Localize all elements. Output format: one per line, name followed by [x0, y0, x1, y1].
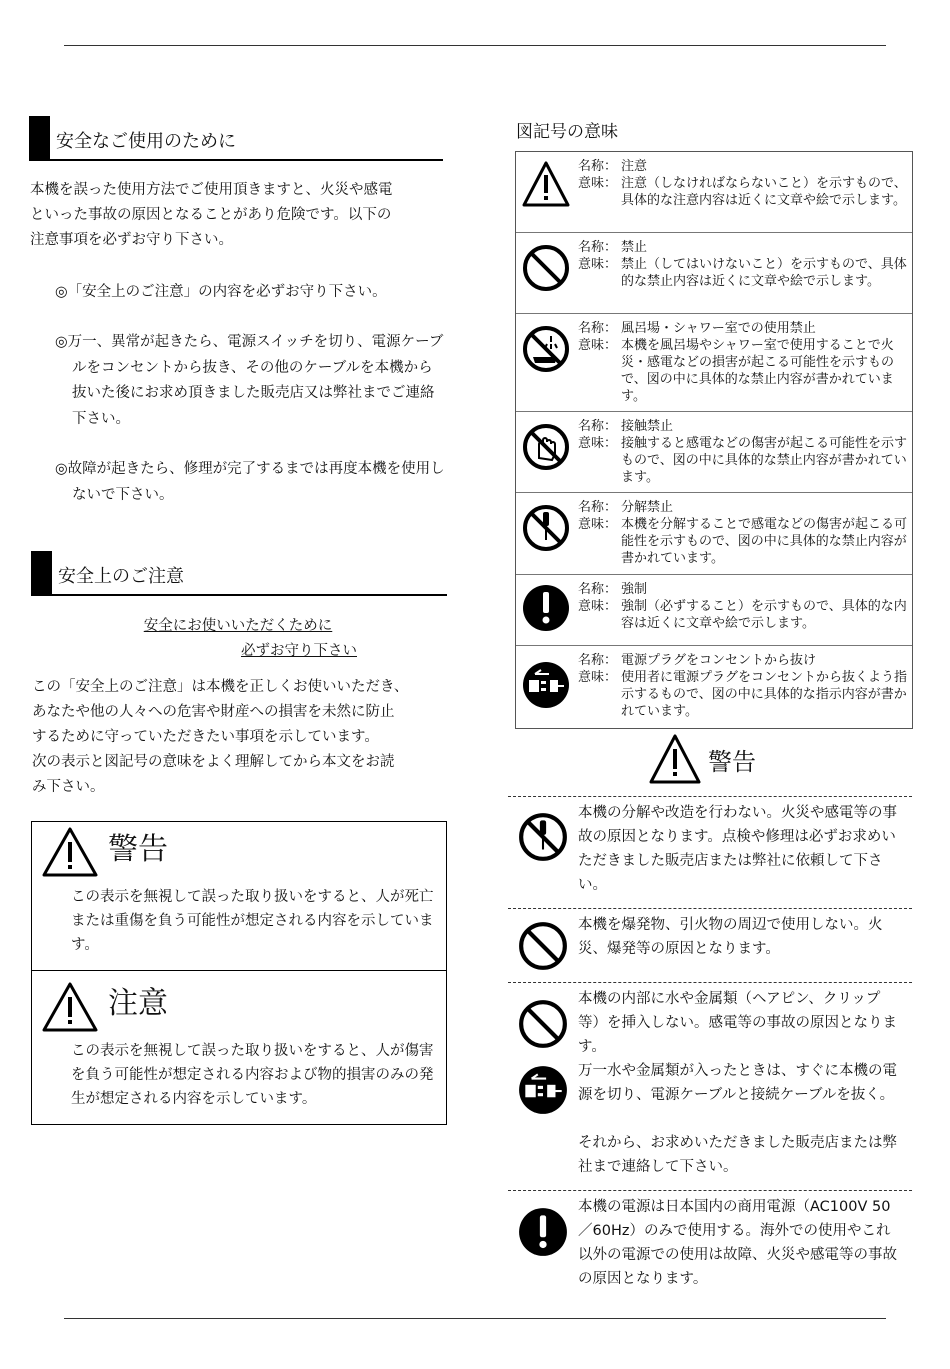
name-label: 名称： [578, 582, 618, 597]
intro-line: 注意事項を必ずお守り下さい。 [30, 232, 233, 248]
bullet-item: ◎万一、異常が起きたら、電源スイッチを切り、電源ケーブルをコンセントから抜き、その他のケーブルを本機から抜いた後にお求め頂きました販売店又は弊社までご連絡下さい。 [55, 334, 444, 427]
precautions-paragraph [32, 675, 452, 800]
safety-note-line1 [30, 614, 446, 639]
warning-triangle-icon [648, 733, 702, 785]
section-title: 安全上のご注意 [58, 566, 184, 587]
dashed-divider [508, 796, 912, 797]
symbol-row-no-bath [516, 314, 912, 412]
symbol-name: 電源プラグをコンセントから抜け [621, 653, 817, 668]
symbol-text [578, 320, 908, 405]
safety-note-line2 [30, 639, 446, 664]
dashed-divider [508, 982, 912, 983]
symbol-row-no-touch [516, 412, 912, 493]
dashed-divider [508, 1190, 912, 1191]
mandatory-icon [521, 583, 571, 633]
symbol-row-caution [516, 152, 912, 233]
unplug-icon [517, 1064, 569, 1116]
intro-line: 本機を誤った使用方法でご使用頂きますと、火災や感電 [30, 182, 393, 198]
mandatory-icon [517, 1206, 569, 1258]
symbol-meaning: 使用者に電源プラグをコンセントから抜くよう指示するもので、図の中に具体的な指示内容が書かれています。 [621, 670, 908, 719]
symbol-text [578, 158, 908, 209]
warning-item-disassembly: 本機の分解や改造を行わない。火災や感電等の事故の原因となります。点検や修理は必ずお求めいただきました販売店または弊社に依頼して下さい。 [578, 805, 897, 893]
caution-triangle-icon [41, 981, 99, 1033]
symbol-text [578, 499, 908, 567]
unplug-icon [521, 660, 571, 710]
warning-triangle-icon [41, 826, 99, 878]
no-bath-shower-icon [521, 324, 571, 374]
name-label: 名称： [578, 240, 618, 255]
name-label: 名称： [578, 653, 618, 668]
symbol-text [578, 652, 908, 720]
meaning-label: 意味： [578, 338, 618, 353]
bullet-item: ◎故障が起きたら、修理が完了するまでは再度本機を使用しないで下さい。 [55, 461, 445, 503]
meaning-label: 意味： [578, 176, 618, 191]
body-line: するために守っていただきたい事項を示しています。 [32, 729, 379, 745]
symbol-text [578, 581, 908, 632]
symbol-text [578, 239, 908, 290]
symbol-name: 接触禁止 [621, 419, 674, 434]
signal-word-boxes [31, 821, 447, 1125]
bullet-item: ◎「安全上のご注意」の内容を必ずお守り下さい。 [55, 284, 387, 300]
prohibition-icon [517, 920, 569, 972]
symbol-meaning: 強制（必ずすること）を示すもので、具体的な内容は近くに文章や絵で示します。 [621, 599, 907, 631]
symbol-name: 風呂場・シャワー室での使用禁止 [621, 321, 816, 336]
no-touch-icon [521, 422, 571, 472]
top-rule [64, 45, 886, 46]
symbol-text [578, 418, 908, 486]
body-line: この「安全上のご注意」は本機を正しくお使いいただき、 [32, 679, 409, 695]
symbol-name: 強制 [621, 582, 648, 597]
symbol-name: 禁止 [621, 240, 648, 255]
caution-triangle-icon [521, 160, 571, 210]
body-line: み下さい。 [32, 779, 105, 795]
caution-description: この表示を無視して誤った取り扱いをすると、人が傷害を負う可能性が想定される内容および物的損害のみの発生が想定される内容を示しています。 [71, 1043, 434, 1107]
symbols-heading: 図記号の意味 [516, 122, 618, 142]
dashed-divider [508, 908, 912, 909]
meaning-label: 意味： [578, 670, 618, 685]
body-line: あなたや他の人々への危害や財産への損害を未然に防止 [32, 704, 395, 720]
meaning-label: 意味： [578, 517, 618, 532]
name-label: 名称： [578, 419, 618, 434]
meaning-label: 意味： [578, 436, 618, 451]
symbol-meaning: 禁止（してはいけないこと）を示すもので、具体的な禁止内容は近くに文章や絵で示します。 [621, 257, 907, 289]
name-label: 名称： [578, 159, 618, 174]
symbol-row-mandatory [516, 575, 912, 646]
warning-heading: 警告 [708, 748, 756, 776]
section-title: 安全なご使用のために [56, 131, 236, 152]
intro-line: といった事故の原因となることがあり危険です。以下の [30, 207, 392, 223]
warning-title: 警告 [108, 832, 168, 867]
warning-box [32, 822, 446, 971]
prohibition-icon [517, 998, 569, 1050]
section-heading-safe-use [29, 116, 443, 162]
caution-title: 注意 [108, 986, 168, 1021]
name-label: 名称： [578, 321, 618, 336]
symbol-meaning: 注意（しなければならないこと）を示すもので、具体的な注意内容は近くに文章や絵で示します。 [621, 176, 907, 208]
meaning-label: 意味： [578, 599, 618, 614]
warning-item-unplug: 万一水や金属類が入ったときは、すぐに本機の電源を切り、電源ケーブルと接続ケーブルを抜く。 [578, 1063, 897, 1103]
symbol-meaning: 本機を風呂場やシャワー室で使用することで火災・感電などの損害が起こる可能性を示すもので、図の中に具体的な禁止内容が書かれています。 [621, 338, 895, 404]
heading-bar [29, 116, 50, 160]
no-disassembly-icon [517, 811, 569, 863]
warning-item-explosives: 本機を爆発物、引火物の周辺で使用しない。火災、爆発等の原因となります。 [578, 917, 883, 957]
body-line: 次の表示と図記号の意味をよく理解してから本文をお読 [32, 754, 395, 770]
heading-underline [29, 159, 443, 161]
note-text: 必ずお守り下さい [241, 643, 357, 659]
symbol-meaning: 接触すると感電などの傷害が起こる可能性を示すもので、図の中に具体的な禁止内容が書かれています。 [621, 436, 908, 485]
symbols-table [515, 151, 913, 729]
no-disassembly-icon [521, 503, 571, 553]
symbol-name: 分解禁止 [621, 500, 674, 515]
warning-description: この表示を無視して誤った取り扱いをすると、人が死亡または重傷を負う可能性が想定される内容を示しています。 [71, 889, 434, 953]
warning-item-contact: それから、お求めいただきました販売店または弊社まで連絡して下さい。 [578, 1135, 897, 1175]
symbol-row-no-disassembly [516, 493, 912, 575]
intro-paragraph [30, 178, 450, 253]
name-label: 名称： [578, 500, 618, 515]
warning-item-foreign-objects: 本機の内部に水や金属類（ヘアピン、クリップ等）を挿入しない。感電等の事故の原因となります。 [578, 991, 897, 1055]
meaning-label: 意味： [578, 257, 618, 272]
section-heading-precautions [31, 551, 447, 597]
caution-box [32, 971, 446, 1124]
heading-underline [31, 594, 447, 596]
symbol-row-unplug [516, 646, 912, 728]
symbol-row-prohibition [516, 233, 912, 314]
heading-bar [31, 551, 52, 595]
prohibition-icon [521, 243, 571, 293]
note-text: 安全にお使いいただくために [143, 618, 333, 634]
symbol-meaning: 本機を分解することで感電などの傷害が起こる可能性を示すもので、図の中に具体的な禁止内容が書かれています。 [621, 517, 908, 566]
bottom-rule [64, 1318, 886, 1319]
symbol-name: 注意 [621, 159, 648, 174]
warning-item-power-supply: 本機の電源は日本国内の商用電源（AC100V 50／60Hz）のみで使用する。海外での使用やこれ以外の電源での使用は故障、火災や感電等の事故の原因となります。 [578, 1199, 897, 1287]
